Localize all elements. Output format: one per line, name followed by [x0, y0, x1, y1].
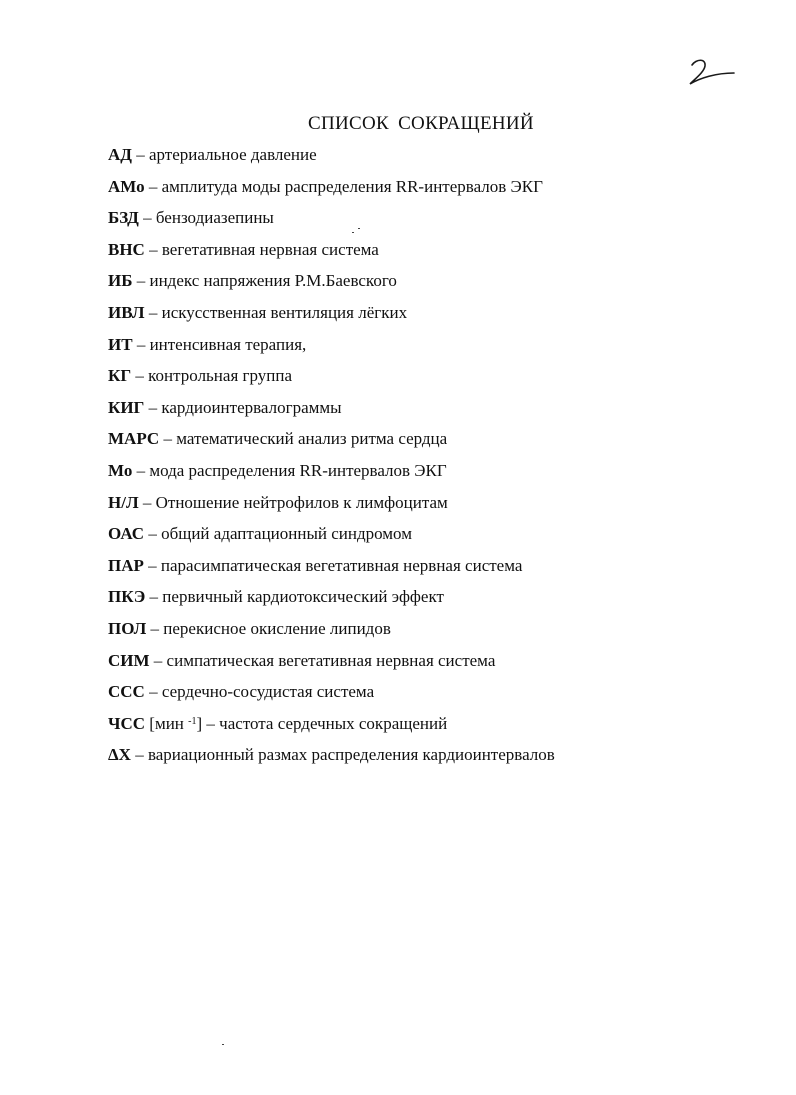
abbreviation-term: Мо	[108, 460, 133, 480]
separator: –	[145, 587, 163, 607]
separator: –	[146, 618, 164, 638]
list-item	[108, 301, 555, 333]
scan-speck	[352, 232, 354, 233]
list-item	[108, 396, 555, 428]
list-item	[108, 743, 555, 775]
list-item	[108, 427, 555, 459]
abbreviation-definition: симпатическая вегетативная нервная система	[166, 650, 496, 670]
separator: –	[138, 208, 156, 228]
abbreviation-definition: сердечно-сосудистая система	[161, 682, 375, 702]
list-item	[108, 585, 555, 617]
abbreviation-definition: кардиоинтервалограммы	[161, 397, 342, 417]
abbreviation-term: ВНС	[108, 239, 145, 259]
abbreviation-definition: артериальное давление	[148, 145, 317, 164]
separator: –	[143, 555, 161, 575]
abbreviation-term: КГ	[108, 366, 132, 386]
abbreviation-list	[108, 143, 555, 775]
scan-speck	[222, 1044, 224, 1045]
list-item	[108, 491, 555, 523]
abbreviation-definition: искусственная вентиляция лёгких	[161, 302, 408, 322]
list-item	[108, 522, 555, 554]
separator: –	[138, 492, 156, 512]
abbreviation-term: ССС	[108, 682, 145, 702]
abbreviation-term: МАРС	[108, 429, 160, 449]
separator: –	[132, 334, 150, 354]
abbreviation-definition: бензодиазепины	[155, 208, 274, 228]
abbreviation-term: ПКЭ	[108, 587, 146, 607]
abbreviation-term: Н/Л	[108, 492, 139, 512]
abbreviation-term: ИВЛ	[108, 302, 145, 322]
list-item	[108, 333, 555, 365]
separator: –	[144, 397, 162, 417]
separator: –	[130, 745, 148, 765]
abbreviation-term: БЗД	[108, 208, 139, 228]
separator: –	[159, 429, 177, 449]
unit-close: ]	[196, 713, 203, 733]
abbreviation-definition: вегетативная нервная система	[161, 239, 379, 259]
abbreviation-term: АД	[108, 145, 132, 164]
list-item	[108, 175, 555, 207]
list-item	[108, 649, 555, 681]
separator: –	[149, 650, 167, 670]
abbreviation-term: АМо	[108, 176, 145, 196]
abbreviation-definition: парасимпатическая вегетативная нервная система	[160, 555, 523, 575]
abbreviation-term: ИТ	[108, 334, 133, 354]
abbreviation-definition: интенсивная терапия,	[149, 334, 307, 354]
abbreviation-term: ИБ	[108, 271, 133, 291]
handwritten-page-number	[686, 56, 738, 90]
list-item	[108, 617, 555, 649]
separator: –	[131, 366, 149, 386]
list-item	[108, 554, 555, 586]
page-number-text	[686, 90, 687, 91]
abbreviation-unit	[145, 714, 202, 733]
abbreviation-term: ПАР	[108, 555, 144, 575]
abbreviation-definition: частота сердечных сокращений	[219, 713, 448, 733]
abbreviation-definition: перекисное окисление липидов	[163, 618, 391, 638]
unit-open: [мин	[145, 713, 189, 733]
unit-exponent: -1	[188, 715, 197, 727]
abbreviation-term: ЧСС	[108, 713, 146, 733]
separator: –	[131, 145, 149, 164]
list-item	[108, 206, 555, 238]
list-item	[108, 680, 555, 712]
separator: –	[132, 460, 150, 480]
list-item	[108, 712, 555, 744]
separator: –	[202, 713, 220, 733]
abbreviation-definition: контрольная группа	[148, 366, 293, 386]
page-number	[686, 56, 738, 90]
list-item	[108, 459, 555, 491]
separator: –	[144, 682, 162, 702]
abbreviation-term: ПОЛ	[108, 618, 147, 638]
abbreviation-definition: первичный кардиотоксический эффект	[162, 587, 444, 607]
list-item	[108, 143, 555, 175]
scan-speck	[358, 228, 360, 229]
abbreviation-definition: мода распределения RR-интервалов ЭКГ	[149, 460, 447, 480]
separator: –	[144, 302, 162, 322]
abbreviation-term: ОАС	[108, 524, 145, 544]
abbreviation-definition: Отношение нейтрофилов к лимфоцитам	[155, 492, 448, 512]
abbreviation-definition: вариационный размах распределения кардиоинтервалов	[147, 745, 555, 765]
abbreviation-definition: амплитуда моды распределения RR-интервалов ЭКГ	[161, 176, 543, 196]
page-title: СПИСОК СОКРАЩЕНИЙ	[308, 113, 534, 134]
abbreviation-term: СИМ	[108, 650, 150, 670]
abbreviation-term: КИГ	[108, 397, 145, 417]
abbreviation-definition: индекс напряжения Р.М.Баевского	[149, 271, 397, 291]
separator: –	[144, 176, 162, 196]
separator: –	[144, 524, 162, 544]
abbreviation-definition: общий адаптационный синдромом	[161, 524, 412, 544]
list-item	[108, 269, 555, 301]
separator: –	[144, 239, 162, 259]
abbreviation-term: ΔХ	[108, 745, 131, 765]
list-item	[108, 364, 555, 396]
abbreviation-definition: математический анализ ритма сердца	[176, 429, 448, 449]
separator: –	[132, 271, 150, 291]
list-item	[108, 238, 555, 270]
